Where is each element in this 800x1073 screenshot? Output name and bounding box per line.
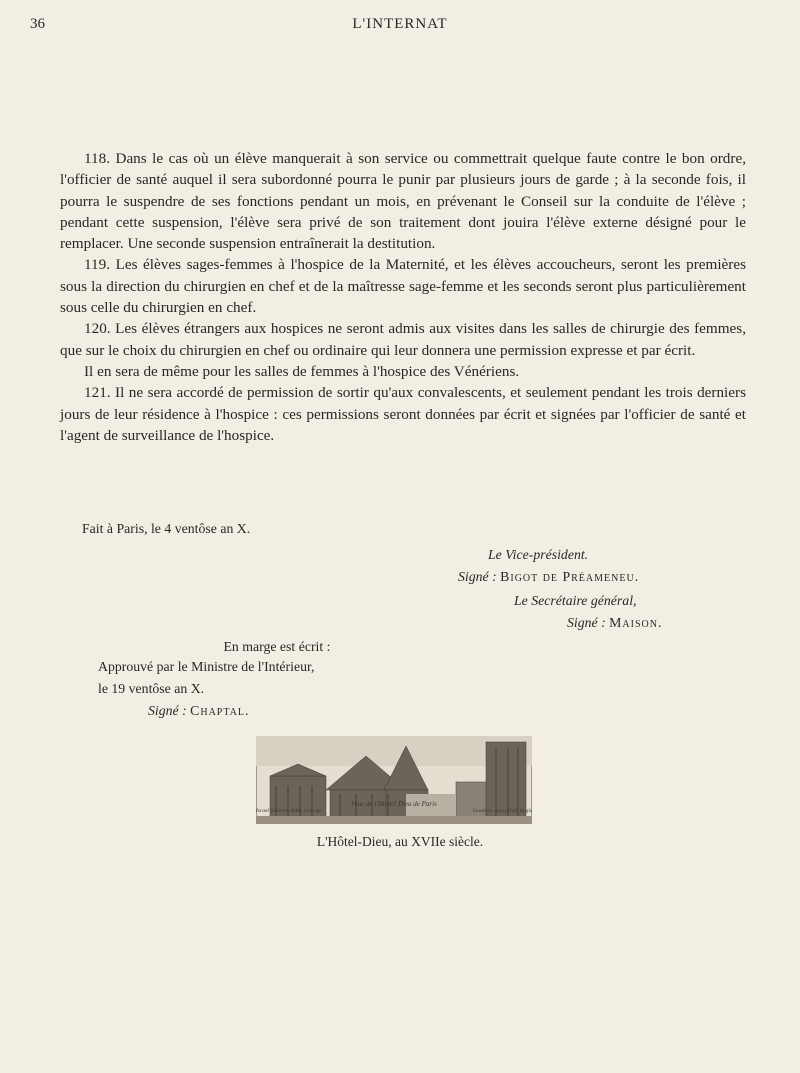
marge-note: En marge est écrit : [223, 639, 331, 654]
engraving-title: Veue de l'Hostel Dieu de Paris [351, 800, 437, 808]
paragraph-121: 121. Il ne sera accordé de permission de sortir qu'aux convalescents, et seulement pendant les trois derniers jours de leur résidence à l'hospice : ces permissions seront données par écrit et signées par l'officier de santé et l'agent de surveillance de l'hospice. [60, 384, 746, 444]
date-line: le 19 ventôse an X. [98, 681, 205, 696]
fait-a-paris: Fait à Paris, le 4 ventôse an X. [82, 521, 251, 536]
engraving-credit-right: Israel ex. cum privil. Regis [472, 808, 532, 814]
signer-name: Maison. [609, 615, 663, 630]
signer-name: Bigot de Préameneu. [500, 569, 640, 584]
engraving-credit-left: Israel Silvestre delin. et sculp. [256, 808, 323, 814]
page-number: 36 [30, 16, 45, 32]
signe-label: Signé : [148, 703, 187, 718]
chaptal-signature [148, 700, 249, 721]
paragraph-118: 118. Dans le cas où un élève manquerait à son service ou commettrait quelque faute contre le bon ordre, l'officier de santé auquel il sera subordonné pourra le punir par plusieurs jours de garde ; à la seconde fois, il pourra le suspendre de ses fonctions pendant un mois, en prévenant le Conseil sur la conduite de l'élève ; pendant cette suspension, l'élève sera privé de son traitement dont jouira l'élève externe désigné pour le remplacer. Une seconde suspension entraînerait la destitution. [60, 150, 746, 253]
running-title: L'INTERNAT [352, 16, 448, 32]
secretaire-signature [567, 612, 662, 633]
illustration-caption: L'Hôtel-Dieu, au XVIIe siècle. [316, 834, 484, 849]
signe-label: Signé : [458, 569, 497, 584]
vice-president-title: Le Vice-président. [488, 547, 589, 562]
engraving-caption [256, 800, 532, 814]
signer-name: Chaptal. [190, 703, 250, 718]
paragraph-119: 119. Les élèves sages-femmes à l'hospice de la Maternité, et les élèves accoucheurs, seront les premières sous la direction du chirurgien en chef et de la maîtresse sage-femme et les seconds seront plus particulièrement sous celle du chirurgien en chef. [60, 256, 746, 317]
paragraph-120-cont: Il en sera de même pour les salles de femmes à l'hospice des Vénériens. [84, 362, 520, 380]
vice-president-signature [458, 566, 639, 587]
approuve-line: Approuvé par le Ministre de l'Intérieur, [98, 659, 315, 674]
paragraph-120: 120. Les élèves étrangers aux hospices ne seront admis aux visites dans les salles de chirurgie des femmes, que sur le choix du chirurgien en chef ou ordinaire qui leur donnera une permission expresse et par écrit. [60, 320, 746, 359]
body-text [60, 148, 746, 446]
secretaire-title: Le Secrétaire général, [514, 593, 637, 608]
signe-label: Signé : [567, 615, 606, 630]
